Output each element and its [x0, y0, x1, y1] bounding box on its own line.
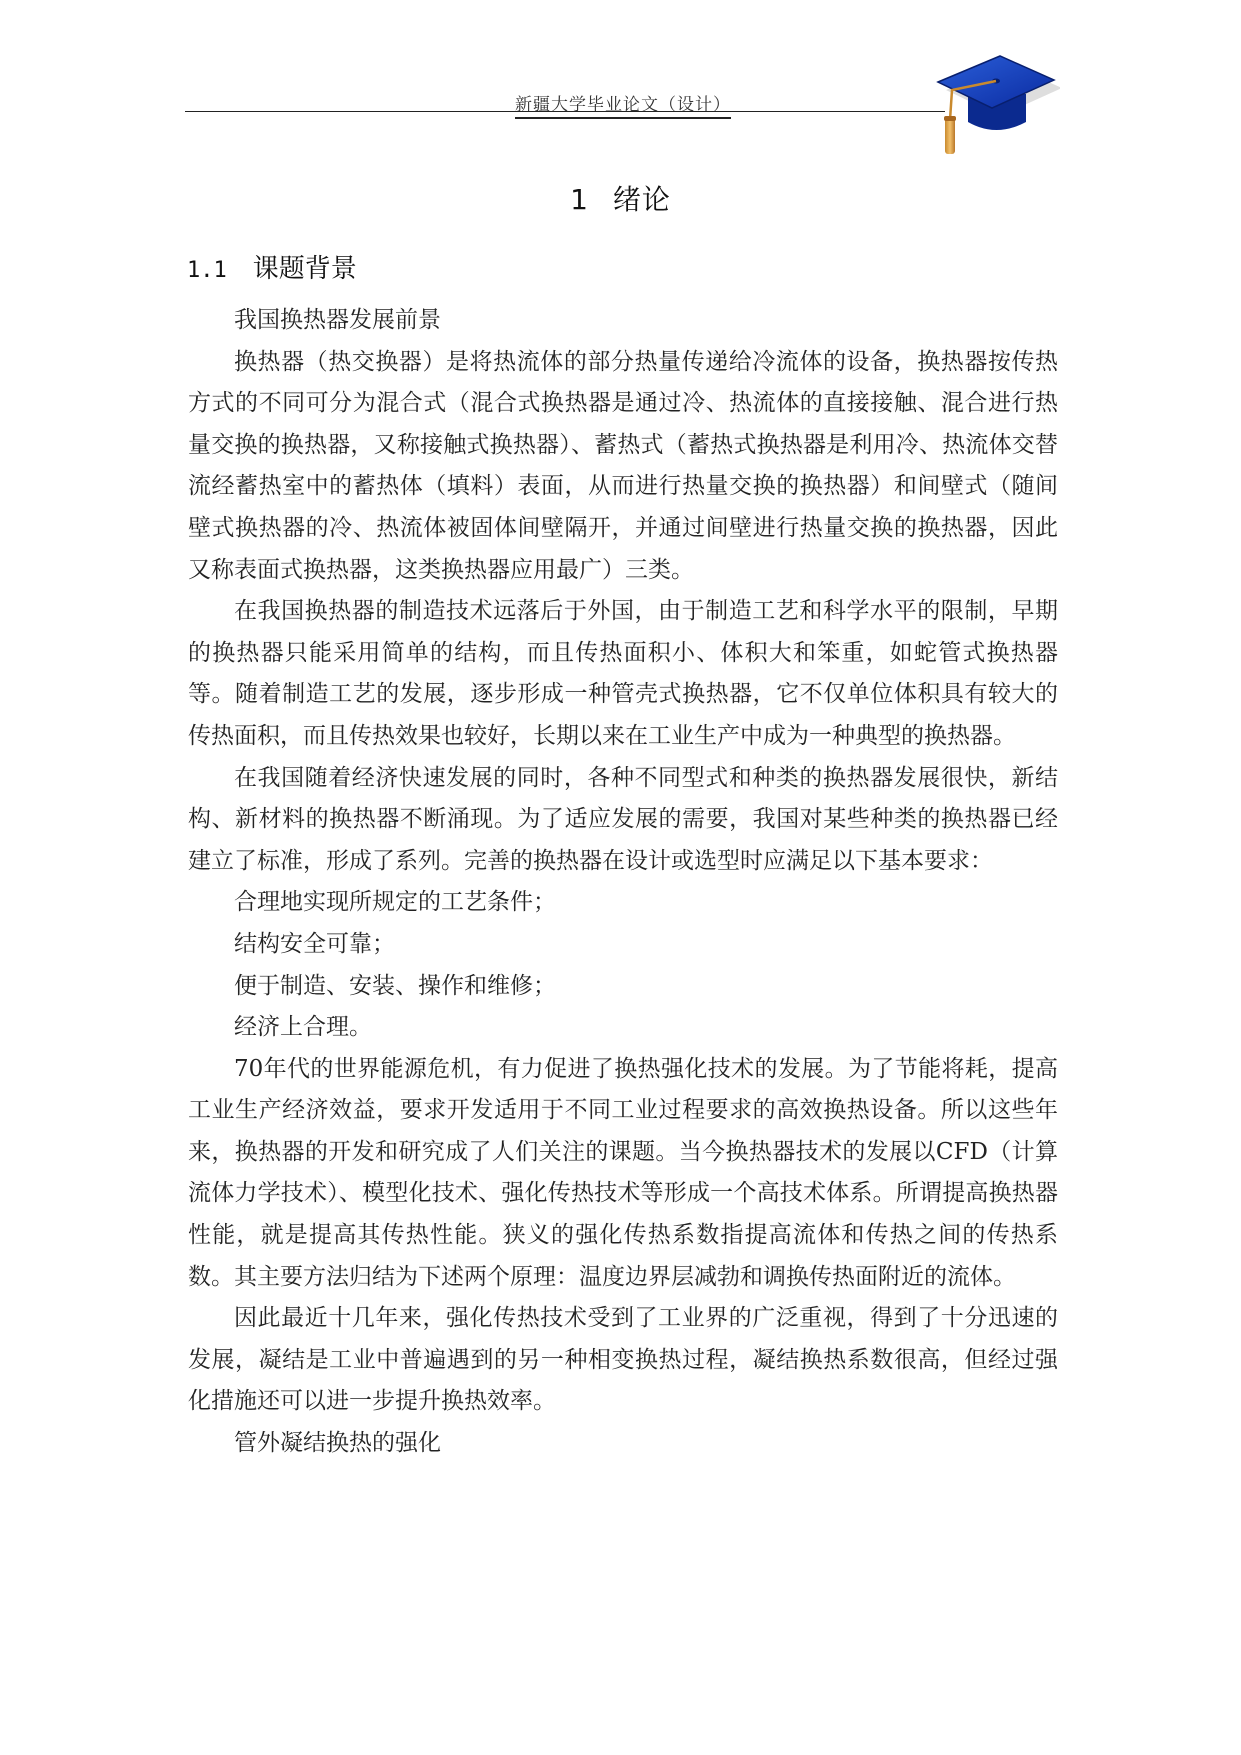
list-item: 合理地实现所规定的工艺条件； [234, 889, 556, 916]
header-title: 新疆大学毕业论文（设计） [515, 90, 731, 119]
paragraph: 因此最近十几年来，强化传热技术受到了工业界的广泛重视，得到了十分迅速的发展，凝结是工业中普遍遇到的另一种相变换热过程，凝结换热系数很高，但经过强化措施还可以进一步提升换热效率。 [188, 1305, 1058, 1415]
section-number: 1.1 [187, 258, 227, 283]
body-text [188, 300, 1058, 1465]
paragraph: 70年代的世界能源危机，有力促进了换热强化技术的发展。为了节能将耗，提高工业生产经济效益，要求开发适用于不同工业过程要求的高效换热设备。所以这些年来，换热器的开发和研究成了人们关注的课题。当今换热器技术的发展以CFD（计算流体力学技术）、模型化技术、强化传热技术等形成一个高技术体系。所谓提高换热器性能，就是提高其传热性能。狭义的强化传热系数指提高流体和传热之间的传热系数。其主要方法归结为下述两个原理：温度边界层减勃和调换传热面附近的流体。 [188, 1055, 1058, 1290]
paragraph: 我国换热器发展前景 [234, 307, 441, 333]
list-item: 经济上合理。 [234, 1014, 372, 1041]
list-item: 结构安全可靠； [234, 930, 395, 957]
paragraph: 在我国随着经济快速发展的同时，各种不同型式和种类的换热器发展很快，新结构、新材料的换热器不断涌现。为了适应发展的需要，我国对某些种类的换热器已经建立了标准，形成了系列。完善的换热器在设计或选型时应满足以下基本要求： [188, 764, 1058, 874]
paragraph: 换热器（热交换器）是将热流体的部分热量传递给冷流体的设备，换热器按传热方式的不同可分为混合式（混合式换热器是通过冷、热流体的直接接触、混合进行热量交换的换热器，又称接触式换热器）、蓄热式（蓄热式换热器是利用冷、热流体交替流经蓄热室中的蓄热体（填料）表面，从而进行热量交换的换热器）和间壁式（随间壁式换热器的冷、热流体被固体间壁隔开，并通过间壁进行热量交换的换热器，因此又称表面式换热器，这类换热器应用最广）三类。 [188, 348, 1058, 583]
paragraph: 管外凝结换热的强化 [234, 1430, 441, 1457]
header-rule [185, 111, 945, 112]
chapter-title: 绪论 [612, 183, 671, 216]
chapter-heading [0, 178, 1241, 218]
list-item: 便于制造、安装、操作和维修； [234, 972, 556, 999]
paragraph: 在我国换热器的制造技术远落后于外国，由于制造工艺和科学水平的限制，早期的换热器只能采用简单的结构，而且传热面积小、体积大和笨重，如蛇管式换热器等。随着制造工艺的发展，逐步形成一种管壳式换热器，它不仅单位体积具有较大的传热面积，而且传热效果也较好，长期以来在工业生产中成为一种典型的换热器。 [188, 598, 1058, 749]
page-header [185, 80, 945, 120]
graduation-cap-icon [930, 50, 1060, 160]
chapter-number: 1 [570, 183, 589, 216]
section-title: 课题背景 [252, 254, 357, 284]
section-heading [187, 248, 357, 285]
